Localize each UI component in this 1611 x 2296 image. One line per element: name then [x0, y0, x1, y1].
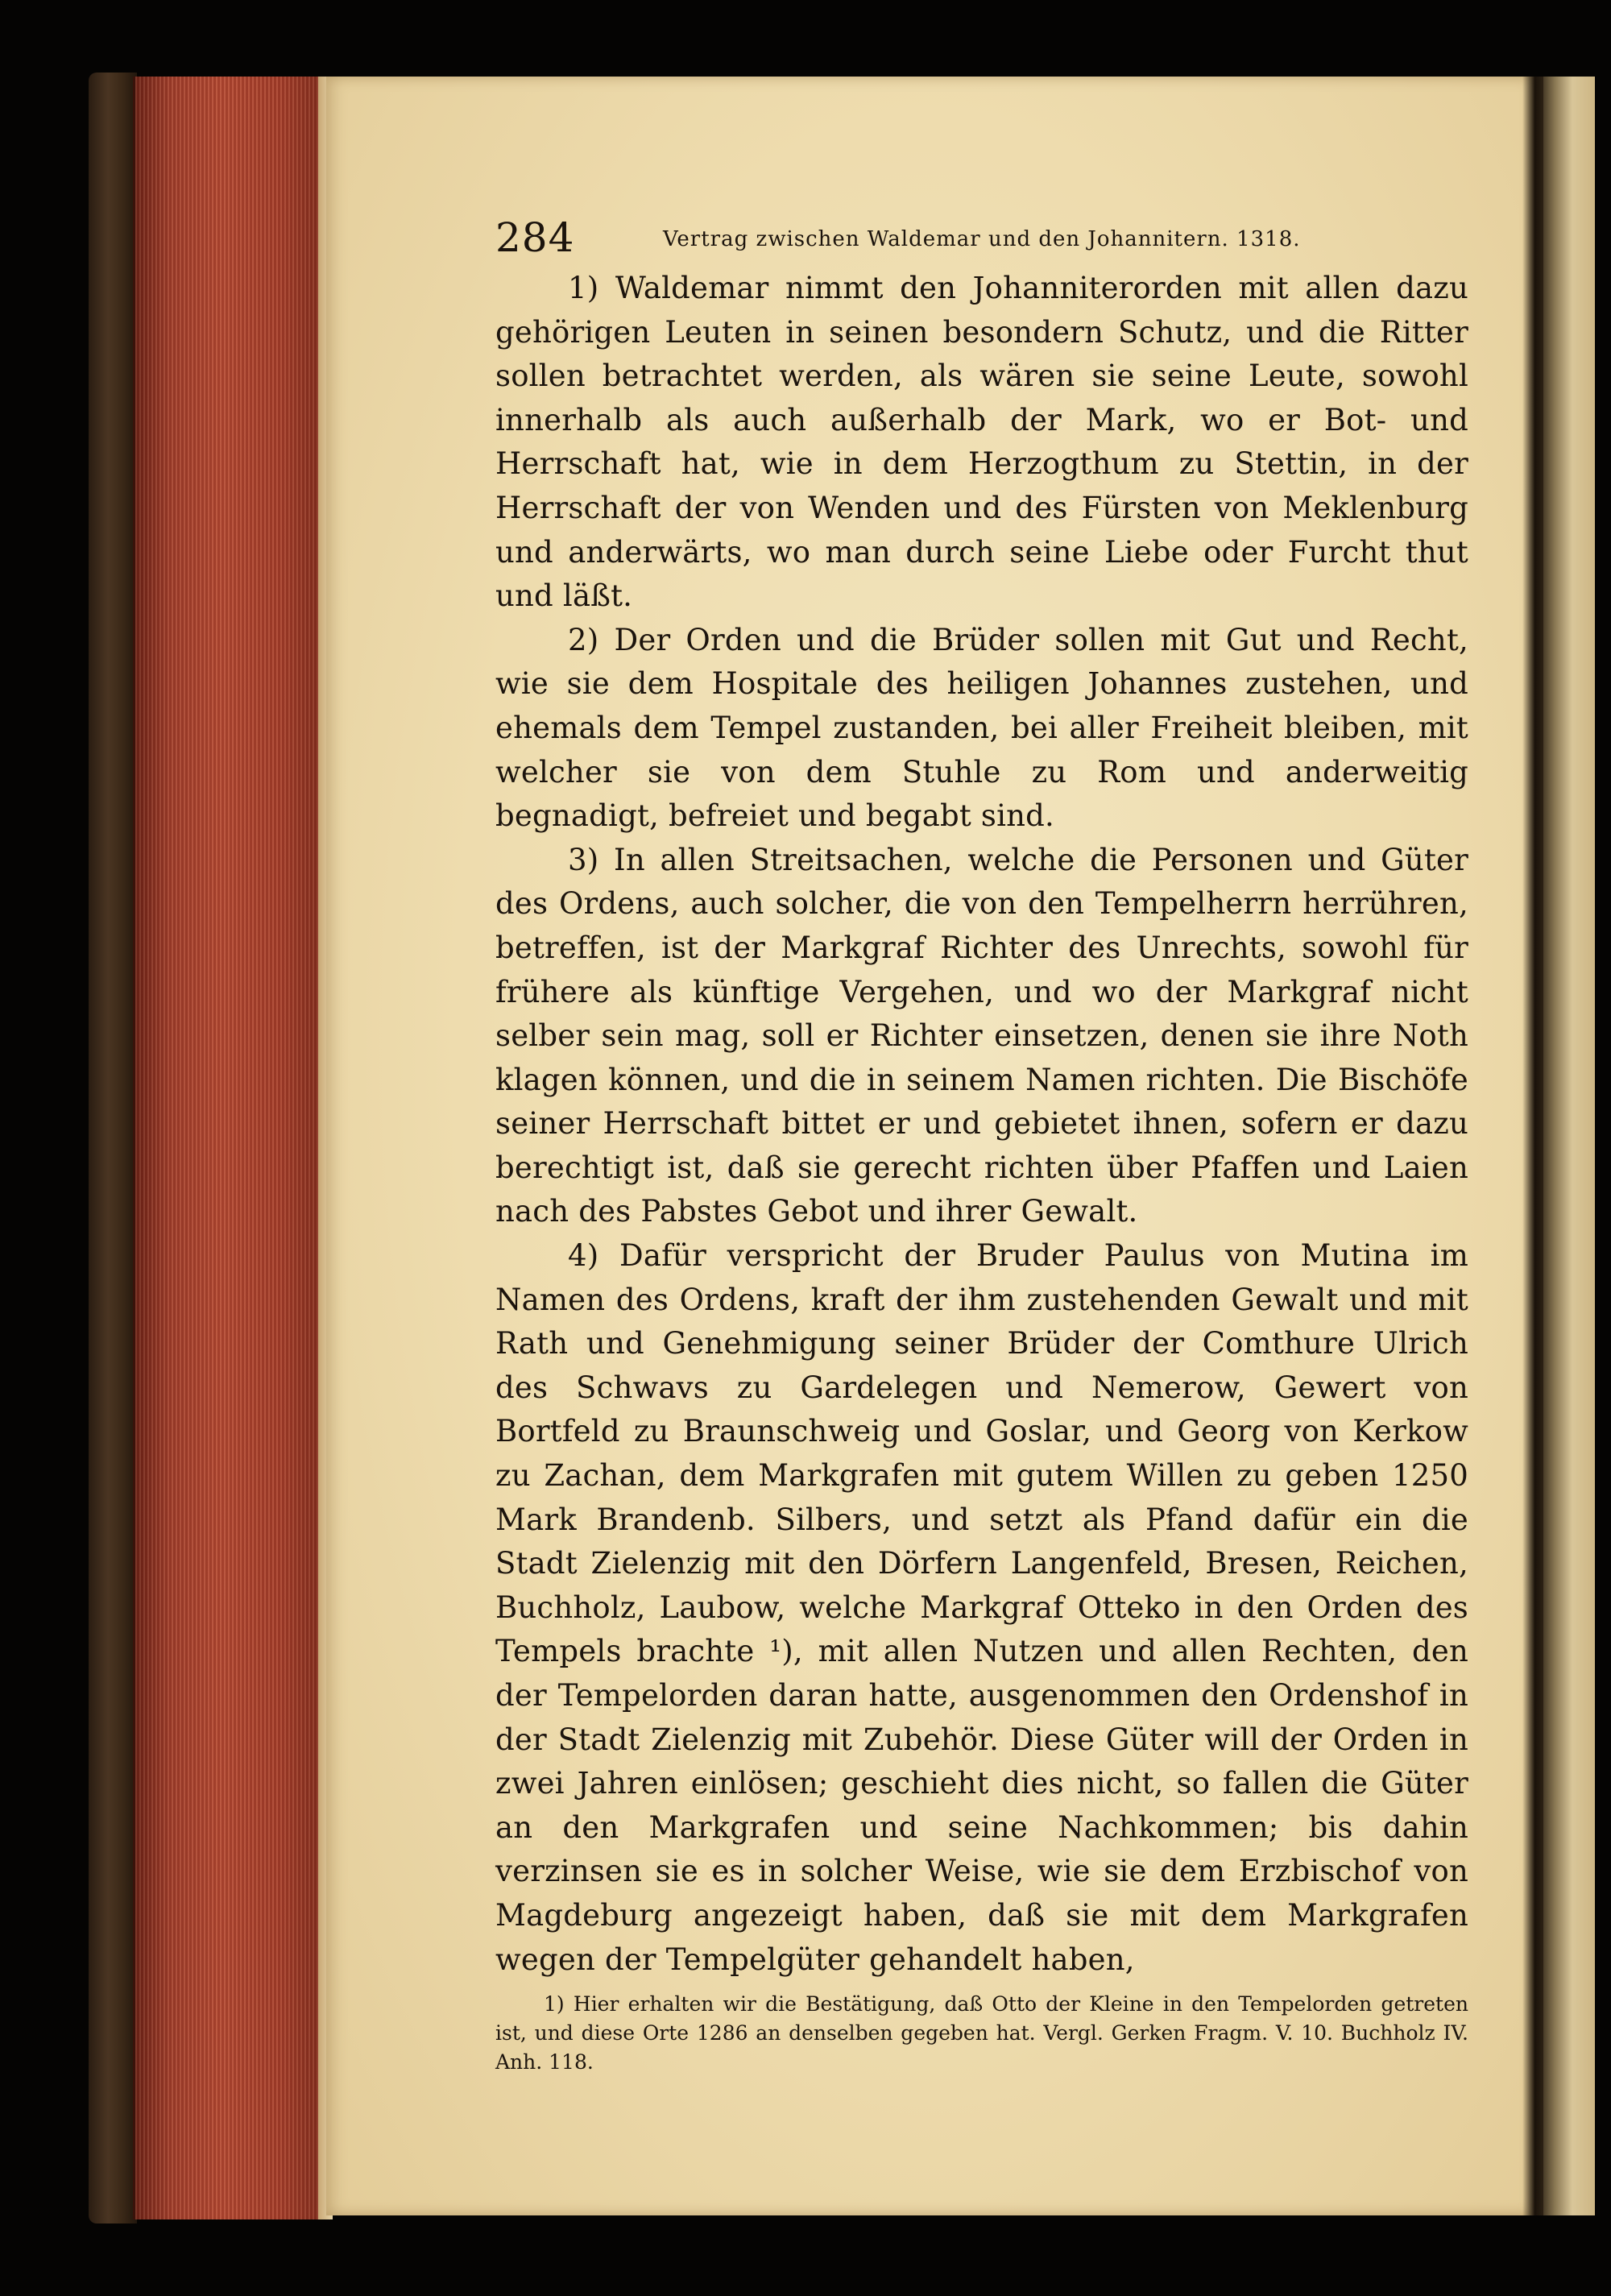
paragraph: 4) Dafür verspricht der Bruder Paulus von Mutina im Namen des Ordens, kraft der ihm zustehenden Gewalt und mit Rath und Genehmigung seiner Brüder der Comthure Ulrich des Schwavs zu Gardelegen und Nemerow, Gewert von Bortfeld zu Braunschweig und Goslar, und Georg von Kerkow zu Zachan, dem Markgrafen mit gutem Willen zu geben 1250 Mark Brandenb. Silbers, und setzt als Pfand dafür ein die Stadt Zielenzig mit den Dörfern Langenfeld, Bresen, Reichen, Buchholz, Laubow, welche Markgraf Otteko in den Orden des Tempels brachte ¹), mit allen Nutzen und allen Rechten, den der Tempelorden daran hatte, ausgenommen den Ordenshof in der Stadt Zielenzig mit Zubehör. Diese Güter will der Orden in zwei Jahren einlösen; geschieht dies nicht, so fallen die Güter an den Markgrafen und seine Nachkommen; bis dahin verzinsen sie es in solcher Weise, wie sie dem Erzbischof von Magdeburg angezeigt haben, daß sie mit dem Markgrafen wegen der Tempelgüter gehandelt haben, [495, 1238, 1468, 1977]
running-head: Vertrag zwischen Waldemar und den Johannitern. 1318. [663, 227, 1301, 251]
book-page [326, 77, 1534, 2215]
footnote: 1) Hier erhalten wir die Bestätigung, daß Otto der Kleine in den Tempelorden getreten ist, und diese Orte 1286 an denselben gegeben hat. Vergl. Gerken Fragm. V. 10. Buchholz IV. Anh. 118. [495, 1992, 1468, 2074]
paragraph: 1) Waldemar nimmt den Johanniterorden mit allen dazu gehörigen Leuten in seinen besondern Schutz, und die Ritter sollen betrachtet werden, als wären sie seine Leute, sowohl innerhalb als auch außerhalb der Mark, wo er Bot- und Herrschaft hat, wie in dem Herzogthum zu Stettin, in der Herrschaft der von Wenden und des Fürsten von Meklenburg und anderwärts, wo man durch seine Liebe oder Furcht thut und läßt. [495, 271, 1468, 614]
paragraph: 3) In allen Streitsachen, welche die Personen und Güter des Ordens, auch solcher, die von den Tempelherrn herrühren, betreffen, ist der Markgraf Richter des Unrechts, sowohl für frühere als künftige Vergehen, und wo der Markgraf nicht selber sein mag, soll er Richter einsetzen, denen sie ihre Noth klagen können, und die in seinem Namen richten. Die Bischöfe seiner Herrschaft bittet er und gebietet ihnen, sofern er dazu berechtigt ist, daß sie gerecht richten über Pfaffen und Laien nach des Pabstes Gebot und ihrer Gewalt. [495, 842, 1468, 1229]
red-page-edges [133, 77, 329, 2219]
page-content [495, 213, 1468, 1982]
body-text [495, 267, 1468, 1982]
page-number: 284 [495, 214, 575, 261]
paragraph: 2) Der Orden und die Brüder sollen mit Gut und Recht, wie sie dem Hospitale des heiligen Johannes zustehen, und ehemals dem Tempel zustanden, bei aller Freiheit bleiben, mit welcher sie von dem Stuhle zu Rom und anderweitig begnadigt, befreiet und begabt sind. [495, 622, 1468, 834]
book-cover [89, 73, 137, 2223]
page-header [495, 213, 1468, 267]
footnotes [495, 1990, 1468, 2077]
gutter-shadow [1522, 77, 1543, 2215]
facing-page-edge [1539, 77, 1595, 2215]
